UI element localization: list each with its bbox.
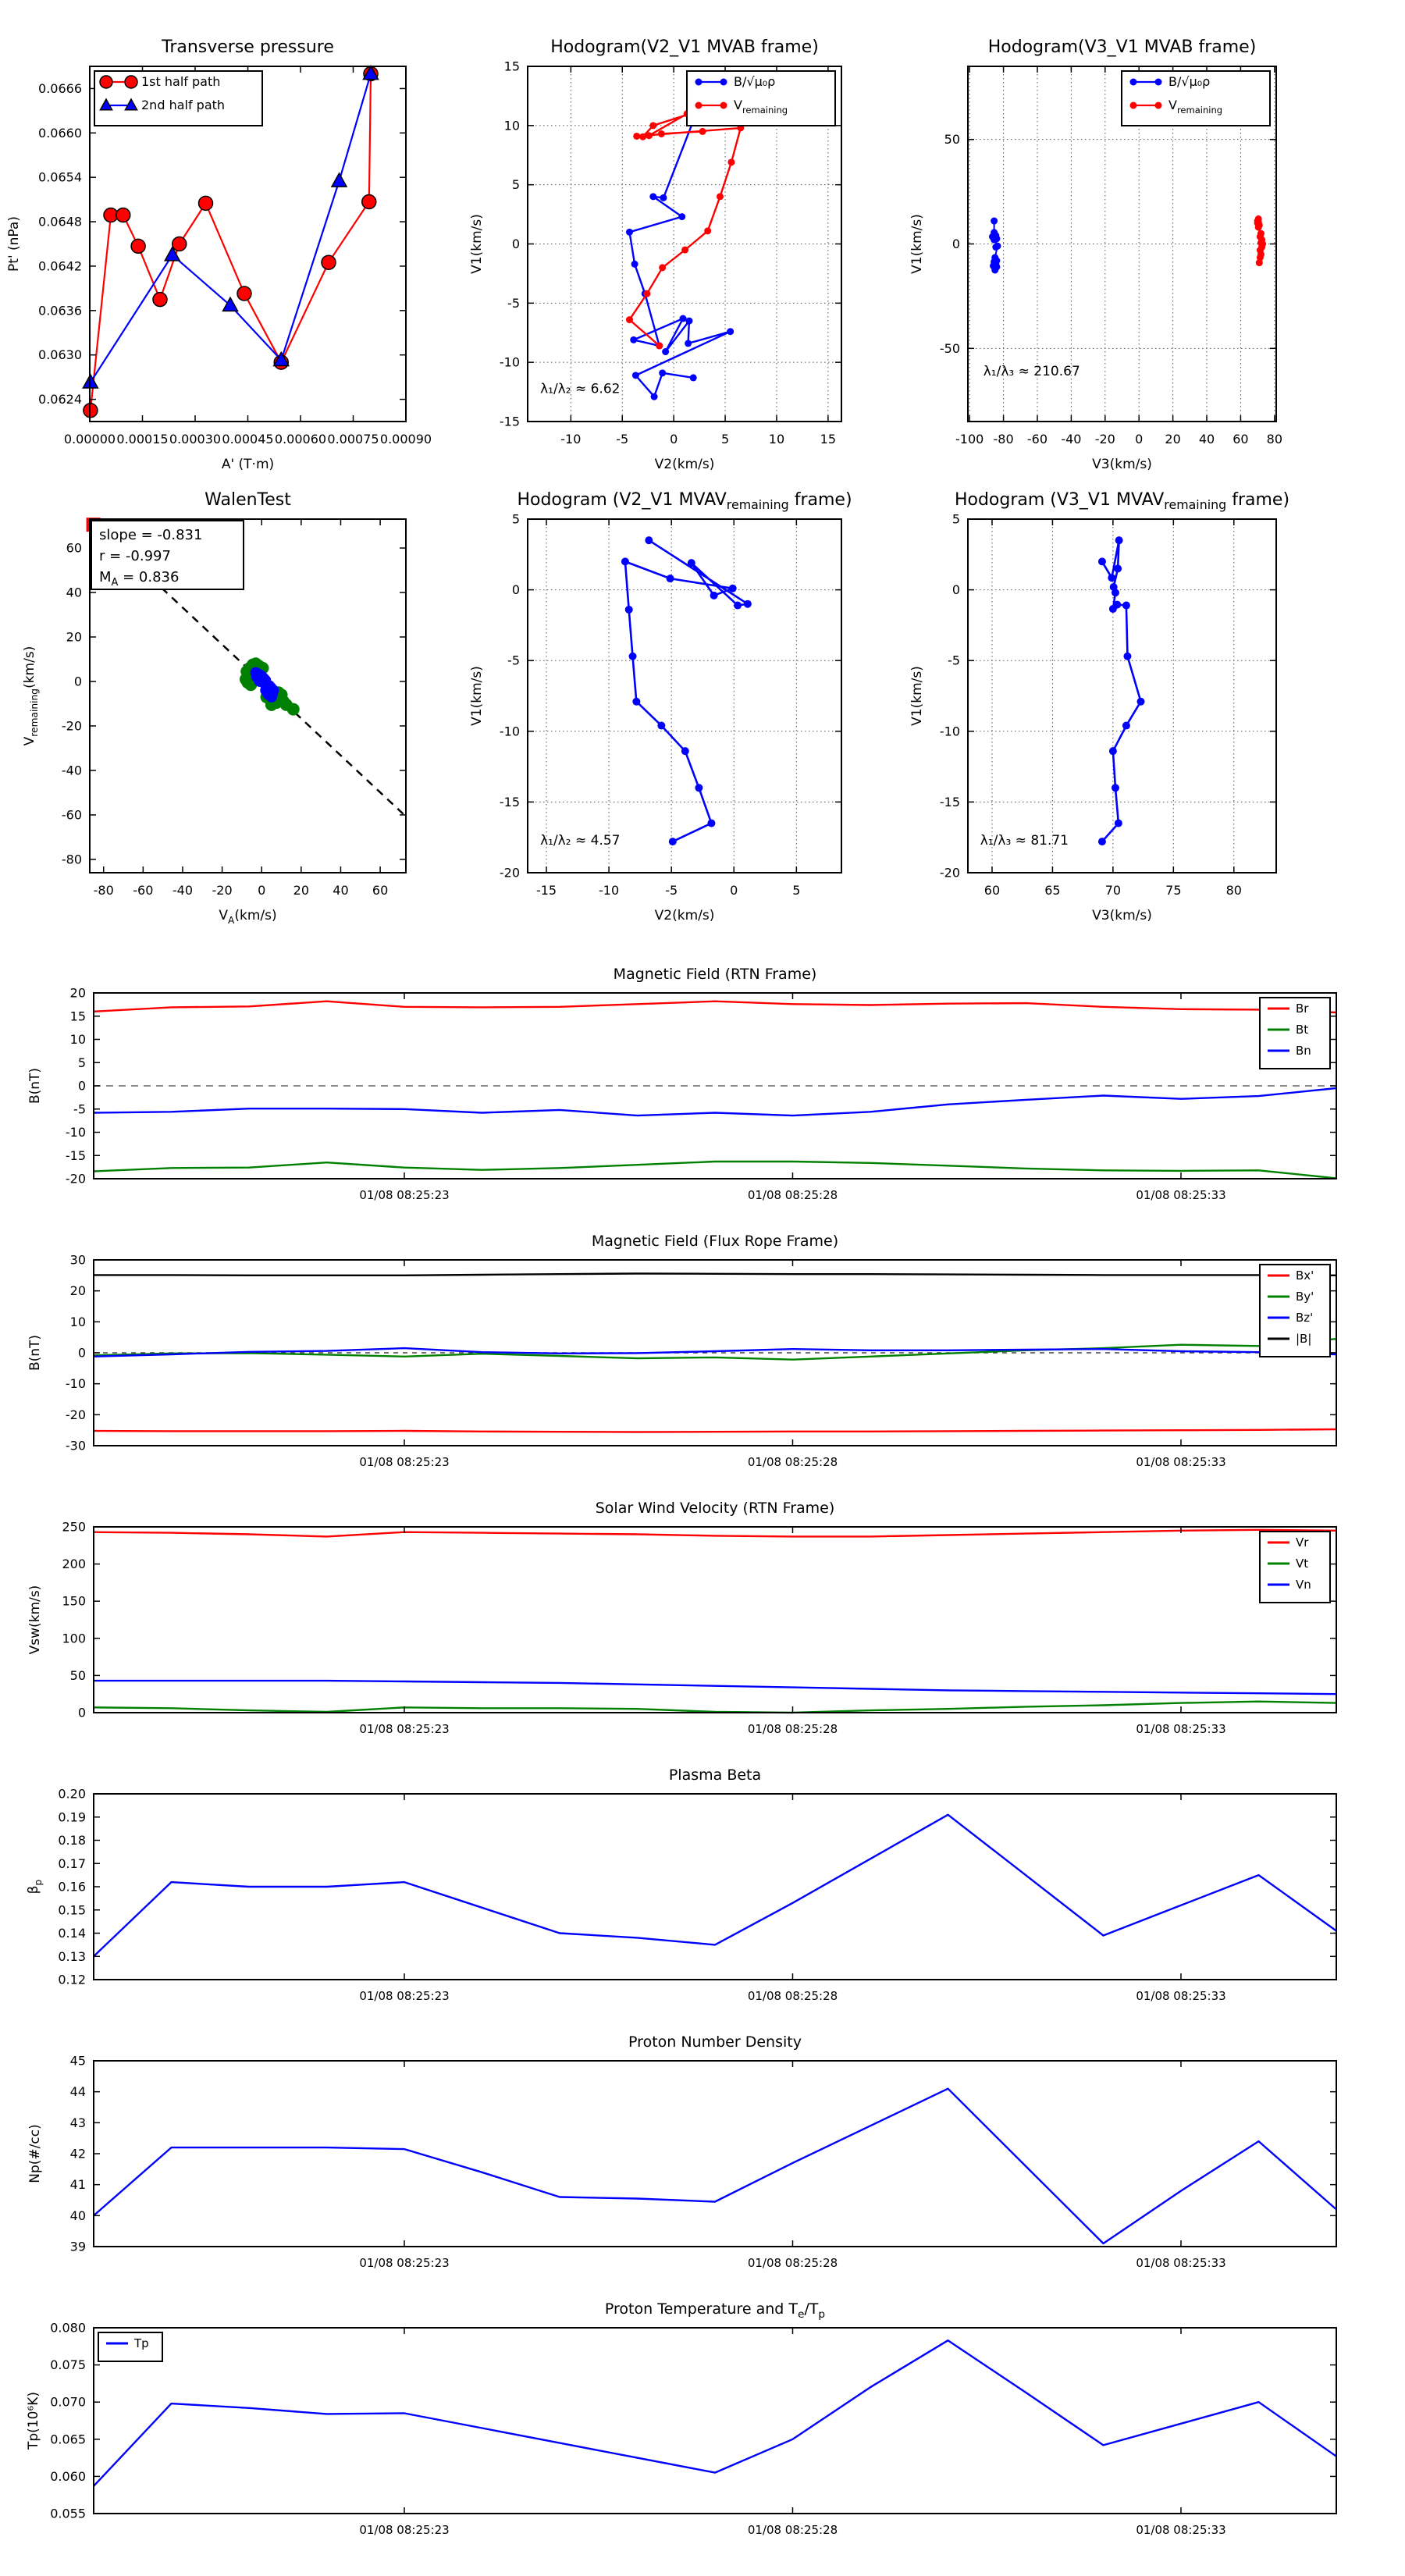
x-axis-label: V2(km/s)	[654, 457, 715, 472]
y-axis-label: Vsw(km/s)	[27, 1585, 43, 1655]
legend-label: Br	[1296, 1002, 1309, 1016]
x-tick-label: 60	[1232, 432, 1249, 447]
y-tick-label: 5	[77, 1055, 86, 1070]
y-axis-label: Pt' (nPa)	[6, 216, 22, 272]
y-tick-label: 10	[503, 118, 520, 133]
x-tick-label: 01/08 08:25:23	[359, 2256, 450, 2270]
plot-title: Proton Number Density	[628, 2033, 802, 2051]
y-tick-label: 43	[69, 2115, 86, 2130]
x-tick-label: 01/08 08:25:23	[359, 1188, 450, 1202]
legend-label: Vn	[1296, 1578, 1311, 1592]
y-tick-label: 0.14	[58, 1926, 86, 1941]
plot-title: WalenTest	[205, 490, 291, 510]
plot-title: Magnetic Field (RTN Frame)	[613, 966, 817, 983]
legend-label: |B|	[1296, 1332, 1312, 1346]
x-tick-label: 0.00000	[63, 432, 116, 447]
y-tick-label: 150	[62, 1593, 86, 1609]
y-tick-label: 10	[69, 1314, 86, 1329]
y-tick-label: 10	[69, 1032, 86, 1047]
x-tick-label: -60	[1026, 432, 1048, 447]
x-tick-label: -40	[1061, 432, 1082, 447]
x-tick-label: 01/08 08:25:23	[359, 1722, 450, 1736]
legend-label: $V_{remaining}$	[1168, 98, 1223, 116]
x-tick-label: 0.00060	[274, 432, 327, 447]
x-tick-label: -20	[1094, 432, 1115, 447]
plot-title: Hodogram (V3_V1 $MVAV_{remaining}$ frame)	[954, 490, 1290, 512]
y-tick-label: 0	[951, 237, 960, 251]
x-tick-label: 0	[1135, 432, 1144, 447]
x-axis-label: V3(km/s)	[1092, 457, 1152, 472]
y-tick-label: -50	[939, 340, 960, 356]
y-tick-label: 20	[69, 1283, 86, 1299]
legend-label: B/√μ₀ρ	[1168, 74, 1211, 89]
legend-label: Bz'	[1296, 1311, 1314, 1325]
x-tick-label: 20	[293, 883, 310, 898]
hodogram-v2v1-mvab-plot	[468, 0, 937, 484]
x-tick-label: 01/08 08:25:28	[747, 1722, 838, 1736]
x-tick-label: 01/08 08:25:28	[747, 1989, 838, 2003]
plot-title: Magnetic Field (Flux Rope Frame)	[591, 1233, 839, 1250]
plot-title: Transverse pressure	[162, 37, 334, 57]
x-tick-label: 15	[820, 432, 837, 447]
x-tick-label: 01/08 08:25:33	[1136, 1188, 1226, 1202]
y-tick-label: 0	[511, 582, 520, 598]
y-tick-label: -5	[507, 653, 520, 668]
y-tick-label: 20	[66, 629, 82, 645]
y-tick-label: 5	[511, 177, 520, 193]
hodogram-v3v1-mvab-plot	[909, 0, 1405, 484]
tp-plot	[0, 2301, 1405, 2574]
x-tick-label: 65	[1044, 883, 1061, 898]
x-tick-label: 01/08 08:25:33	[1136, 1989, 1226, 2003]
legend-label: Bt	[1296, 1023, 1309, 1037]
y-tick-label: 0.0624	[38, 392, 82, 407]
y-tick-label: 0.18	[58, 1833, 86, 1848]
x-tick-label: 0.00030	[169, 432, 222, 447]
annotation: λ₁/λ₃ ≈ 210.67	[983, 363, 1080, 379]
legend-label: Bx'	[1296, 1268, 1314, 1283]
x-tick-label: -15	[535, 883, 557, 898]
x-tick-label: -100	[955, 432, 984, 447]
legend-label: By'	[1296, 1290, 1314, 1304]
x-tick-label: 01/08 08:25:23	[359, 2523, 450, 2537]
x-axis-label: A' (T·m)	[221, 457, 275, 472]
y-tick-label: 60	[66, 540, 82, 556]
y-tick-label: 41	[69, 2177, 86, 2193]
x-tick-label: 01/08 08:25:23	[359, 1455, 450, 1469]
y-axis-label: Tp(10⁶K)	[26, 2391, 41, 2450]
x-tick-label: 0.00015	[116, 432, 169, 447]
y-tick-label: -20	[939, 865, 960, 881]
y-tick-label: 0.0648	[38, 214, 82, 229]
y-tick-label: -10	[65, 1125, 86, 1140]
x-tick-label: 70	[1104, 883, 1122, 898]
y-tick-label: -15	[499, 414, 520, 429]
y-tick-label: 50	[944, 132, 960, 148]
y-tick-label: 0.0642	[38, 258, 82, 274]
y-tick-label: 5	[511, 511, 520, 527]
y-tick-label: 0	[77, 1705, 86, 1720]
x-tick-label: 01/08 08:25:28	[747, 2523, 838, 2537]
legend-box	[1260, 1265, 1330, 1357]
x-tick-label: 75	[1165, 883, 1182, 898]
x-tick-label: 01/08 08:25:33	[1136, 1722, 1226, 1736]
plot-title: Hodogram(V3_V1 MVAB frame)	[987, 37, 1257, 57]
y-tick-label: 0.16	[58, 1879, 86, 1895]
y-tick-label: -15	[499, 794, 520, 809]
y-tick-label: 40	[66, 585, 82, 600]
y-axis-label: Np(#/cc)	[27, 2124, 43, 2183]
np-plot	[0, 2034, 1405, 2301]
x-tick-label: 01/08 08:25:23	[359, 1989, 450, 2003]
y-axis-label: B(nT)	[27, 1334, 43, 1372]
y-tick-label: 20	[69, 985, 86, 1001]
y-tick-label: 15	[69, 1009, 86, 1024]
y-tick-label: 0.0630	[38, 347, 82, 363]
x-tick-label: 01/08 08:25:28	[747, 1188, 838, 1202]
x-tick-label: 60	[372, 883, 389, 898]
y-axis-label: V1(km/s)	[909, 214, 925, 274]
y-tick-label: 0.12	[58, 1972, 86, 1987]
x-tick-label: 01/08 08:25:28	[747, 2256, 838, 2270]
x-tick-label: 40	[1198, 432, 1215, 447]
annotation: λ₁/λ₂ ≈ 6.62	[540, 381, 621, 397]
plot-title: Solar Wind Velocity (RTN Frame)	[595, 1500, 835, 1517]
x-tick-label: 0	[670, 432, 678, 447]
x-tick-label: 40	[333, 883, 349, 898]
y-tick-label: 45	[69, 2053, 86, 2069]
y-tick-label: -5	[507, 295, 520, 311]
transverse-pressure-plot	[0, 0, 468, 484]
legend-label: Tp	[134, 2336, 149, 2350]
y-tick-label: 0	[77, 1078, 86, 1094]
y-tick-label: 30	[69, 1252, 86, 1268]
walen-test-plot	[0, 484, 468, 968]
y-axis-label: $V_{remaining}(km/s)$	[22, 646, 40, 746]
y-tick-label: -5	[73, 1101, 86, 1117]
y-tick-label: 0.19	[58, 1809, 86, 1825]
y-tick-label: 0	[73, 674, 82, 689]
y-tick-label: 44	[69, 2084, 86, 2100]
y-tick-label: 5	[951, 511, 960, 527]
y-tick-label: 0.15	[58, 1902, 86, 1918]
x-tick-label: 01/08 08:25:33	[1136, 1455, 1226, 1469]
x-tick-label: -10	[560, 432, 582, 447]
legend-label: B/√μ₀ρ	[734, 74, 776, 89]
legend-label: Bn	[1296, 1044, 1311, 1058]
y-axis-label: V1(km/s)	[469, 214, 485, 274]
y-tick-label: 200	[62, 1557, 86, 1572]
y-tick-label: -15	[65, 1147, 86, 1163]
plot-title: Plasma Beta	[668, 1767, 762, 1784]
x-tick-label: 01/08 08:25:28	[747, 1455, 838, 1469]
y-tick-label: -40	[61, 763, 82, 778]
y-axis-label: B(nT)	[27, 1067, 43, 1105]
x-tick-label: 01/08 08:25:33	[1136, 2523, 1226, 2537]
y-tick-label: 15	[503, 59, 520, 74]
x-tick-label: -60	[133, 883, 154, 898]
legend-label: Vt	[1296, 1557, 1309, 1571]
y-tick-label: -80	[61, 852, 82, 867]
annotation: λ₁/λ₂ ≈ 4.57	[540, 832, 621, 849]
y-tick-label: -30	[65, 1438, 86, 1453]
y-tick-label: 0	[511, 237, 520, 251]
y-axis-label: V1(km/s)	[469, 666, 485, 726]
y-tick-label: -20	[65, 1407, 86, 1422]
y-tick-label: 50	[69, 1667, 86, 1683]
y-tick-label: 42	[69, 2146, 86, 2161]
y-tick-label: -20	[499, 865, 520, 881]
legend-label: 2nd half path	[141, 98, 226, 112]
x-tick-label: 20	[1165, 432, 1181, 447]
y-tick-label: 100	[62, 1631, 86, 1646]
x-tick-label: 60	[984, 883, 1001, 898]
y-axis-label: $\beta_p$	[26, 1879, 44, 1895]
y-tick-label: 0.20	[58, 1786, 86, 1802]
beta-plot	[0, 1767, 1405, 2034]
y-tick-label: 0.13	[58, 1948, 86, 1964]
x-tick-label: -20	[212, 883, 233, 898]
plot-title: Hodogram (V2_V1 $MVAV_{remaining}$ frame)	[517, 490, 852, 512]
x-tick-label: 0.00090	[379, 432, 432, 447]
stats-text: slope = -0.831	[99, 527, 203, 543]
x-tick-label: -10	[599, 883, 620, 898]
y-tick-label: 40	[69, 2208, 86, 2223]
x-tick-label: 5	[792, 883, 801, 898]
y-tick-label: 0.065	[50, 2432, 86, 2447]
y-tick-label: 0.0666	[38, 80, 82, 96]
x-tick-label: 10	[768, 432, 785, 447]
y-tick-label: 0.0660	[38, 125, 82, 141]
x-tick-label: -5	[665, 883, 678, 898]
y-tick-label: 250	[62, 1519, 86, 1535]
stats-text: r = -0.997	[99, 548, 171, 564]
legend-box	[98, 2332, 162, 2361]
plot-title: Proton Temperature and $T_e/T_p$	[604, 2300, 826, 2321]
x-tick-label: -80	[993, 432, 1014, 447]
legend-label: $V_{remaining}$	[734, 98, 788, 116]
y-axis-label: V1(km/s)	[909, 666, 925, 726]
y-tick-label: 0.17	[58, 1856, 86, 1871]
x-tick-label: -80	[93, 883, 114, 898]
vsw-plot	[0, 1500, 1405, 1767]
y-tick-label: 0.060	[50, 2468, 86, 2484]
x-tick-label: 80	[1225, 883, 1242, 898]
y-tick-label: -60	[61, 807, 82, 823]
x-axis-label: V2(km/s)	[654, 908, 715, 923]
x-tick-label: -5	[616, 432, 629, 447]
y-tick-label: 0.070	[50, 2394, 86, 2410]
y-tick-label: 0	[77, 1345, 86, 1361]
x-tick-label: 80	[1266, 432, 1283, 447]
y-tick-label: -10	[939, 724, 960, 739]
legend-label: 1st half path	[141, 74, 221, 89]
y-tick-label: 39	[69, 2239, 86, 2254]
y-tick-label: 0.080	[50, 2320, 86, 2336]
x-axis-label: V3(km/s)	[1092, 908, 1152, 923]
annotation: λ₁/λ₃ ≈ 81.71	[980, 832, 1069, 849]
x-tick-label: 01/08 08:25:33	[1136, 2256, 1226, 2270]
stats-text: $M_A = 0.836$	[99, 569, 180, 589]
hodogram-v3v1-mvav-plot	[909, 484, 1405, 968]
y-tick-label: -10	[499, 354, 520, 370]
x-tick-label: 0.00075	[327, 432, 379, 447]
legend-label: Vr	[1296, 1535, 1309, 1550]
y-tick-label: -5	[948, 653, 960, 668]
y-tick-label: 0.0654	[38, 169, 82, 185]
y-tick-label: -10	[499, 724, 520, 739]
y-tick-label: 0.075	[50, 2357, 86, 2373]
x-tick-label: -40	[172, 883, 194, 898]
x-tick-label: 0.00045	[222, 432, 274, 447]
x-tick-label: 0	[730, 883, 738, 898]
y-tick-label: -20	[61, 718, 82, 734]
y-tick-label: 0	[951, 582, 960, 598]
y-tick-label: 0.055	[50, 2506, 86, 2521]
y-tick-label: -20	[65, 1171, 86, 1187]
x-tick-label: 0	[258, 883, 266, 898]
y-tick-label: -15	[939, 794, 960, 809]
plot-title: Hodogram(V2_V1 MVAB frame)	[550, 37, 819, 57]
x-axis-label: $V_A(km/s)$	[219, 908, 277, 926]
y-tick-label: 0.0636	[38, 303, 82, 318]
x-tick-label: 5	[720, 432, 730, 447]
mag-fr-plot	[0, 1233, 1405, 1500]
mag-rtn-plot	[0, 966, 1405, 1233]
hodogram-v2v1-mvav-plot	[468, 484, 937, 968]
y-tick-label: -10	[65, 1376, 86, 1392]
